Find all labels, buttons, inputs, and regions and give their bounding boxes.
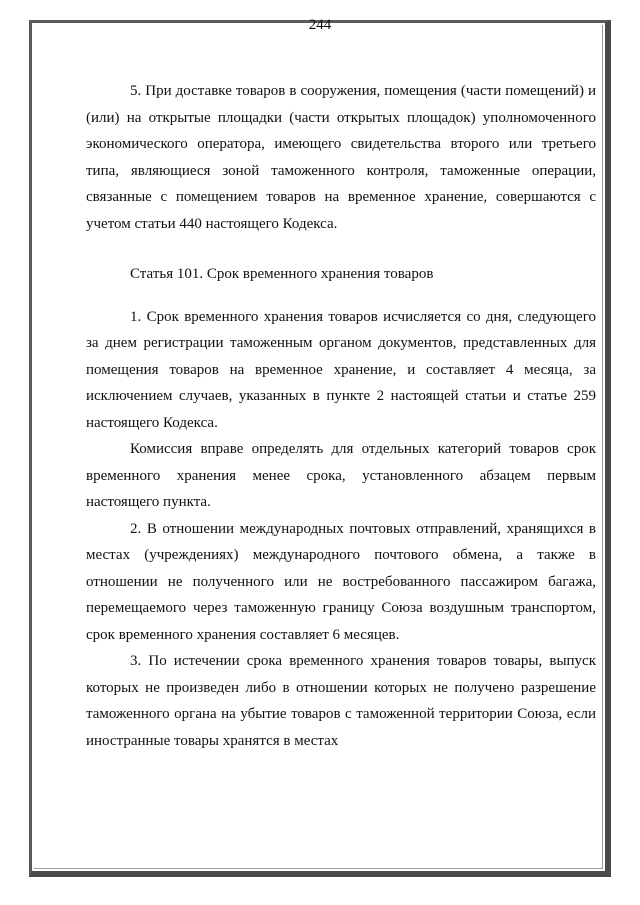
article-paragraph-3: 3. По истечении срока временного хранения товаров товары, выпуск которых не произведен либо в отношении которых не получено разрешение таможенного органа на убытие товаров с таможенной территории Союза, если иностранные товары хранятся в местах: [86, 653, 596, 749]
article-paragraph-2: 2. В отношении международных почтовых отправлений, хранящихся в местах (учреждениях) международного почтового обмена, а также в отношении не полученного или не востребованного пассажиром багажа, перемещаемого через таможенную границу Союза воздушным транспортом, срок временного хранения составляет 6 месяцев.: [86, 520, 596, 643]
article-paragraph-1: 1. Срок временного хранения товаров исчисляется со дня, следующего за днем регистрации таможенным органом документов, представленных для помещения товаров на временное хранение, и составляет 4 месяца, за исключением случаев, указанных в пункте 2 настоящей статьи и статье 259 настоящего Кодекса.: [86, 308, 596, 431]
article-title: Статья 101. Срок временного хранения товаров: [130, 266, 434, 282]
page-number: 244: [308, 17, 332, 33]
paragraph-5: 5. При доставке товаров в сооружения, помещения (части помещений) и (или) на открытые площадки (части открытых площадок) уполномоченного экономического оператора, имеющего свидетельства второго или третьего типа, являющиеся зоной таможенного контроля, таможенные операции, связанные с помещением товаров на временное хранение, совершаются с учетом статьи 440 настоящего Кодекса.: [86, 83, 596, 232]
article-paragraph-commission: Комиссия вправе определять для отдельных категорий товаров срок временного хранения менее срока, установленного абзацем первым настоящего пункта.: [86, 441, 596, 510]
document-body: [86, 78, 596, 754]
